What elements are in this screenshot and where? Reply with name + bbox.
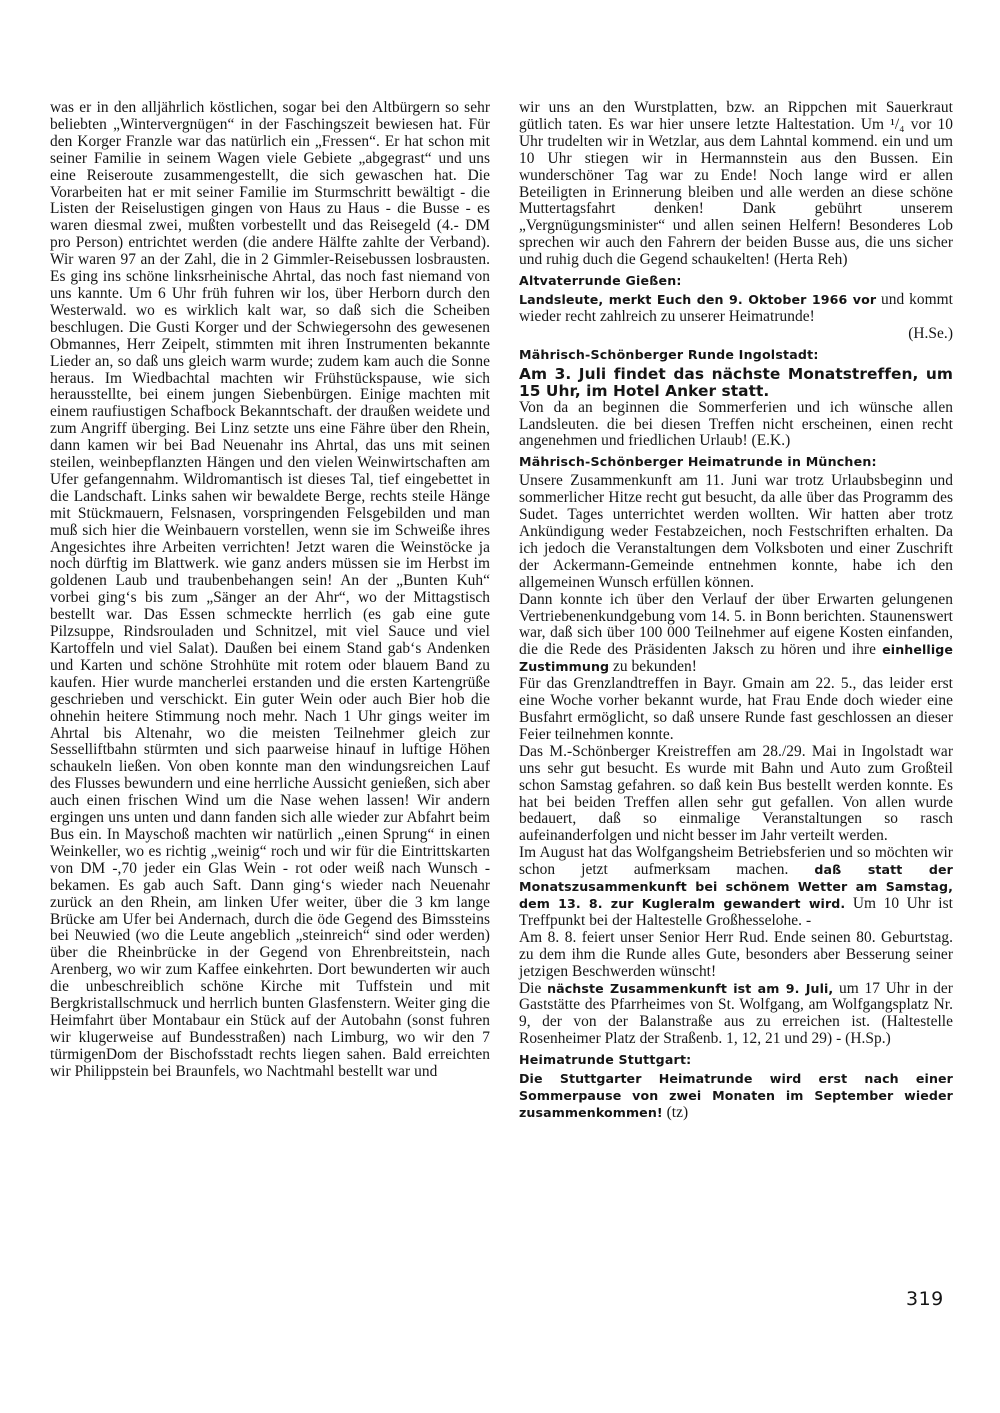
muenchen-paragraph-2-end: zu bekunden! [609,658,697,676]
section-heading-ingolstadt: Mährisch-Schönberger Runde Ingolstadt: [519,346,819,362]
muenchen-paragraph-5 [519,845,953,930]
left-column [50,100,490,1081]
muenchen-paragraph-3: Für das Grenzlandtreffen in Bayr. Gmain am 22. 5., das leider erst eine Woche vorher bekannt wurde, hat Frau Ende doch wieder eine Busfahrt ermöglicht, so daß unsere Runde fast geschlossen an dieser Feier teilnehmen konnte. [519,675,953,743]
section-heading-stuttgart: Heimatrunde Stuttgart: [519,1052,692,1068]
muenchen-paragraph-7-bold: nächste Zusammenkunft ist am 9. Juli, [547,980,834,996]
muenchen-paragraph-7 [519,981,953,1049]
muenchen-paragraph-1: Unsere Zusammenkunft am 11. Juni war trotz Urlaubsbeginn und sommerlicher Hitze recht gut besucht, da alle über das Programm des Sudet. Tages unterrichtet werden wollten. Wir hatten aber trotz Ankündigung weder Festabzeichen, noch Festschriften erhalten. Da ich jedoch die Veranstaltungen dem Volksboten und einer Zuschrift der Ackermann-Gemeinde entnehmen konnte, habe ich den allgemeinen Wunsch erfüllen können. [519,472,953,591]
ingolstadt-notice-bold: Am 3. Juli findet das nächste Monatstreffen, um 15 Uhr, im Hotel Anker statt. [519,364,953,400]
stuttgart-notice [519,1071,953,1122]
article-paragraph: was er in den alljährlich köstlichen, sogar bei den Altbürgern so sehr beliebten „Wintervergnügen“ in der Faschingszeit bewiesen hat. Für den Korger Franzle war das natürlich ein „Fressen“. Er hat schon mit seiner Familie in seinem Wagen viele Gebiete „abgegrast“ und uns eine Reiseroute zusammengestellt, die sich gewaschen hat. Die Vorarbeiten hat er mit seiner Familie im Sturmschritt bewältigt - die Listen der Reiselustigen gingen von Haus zu Haus - die Busse - es waren diesmal zwei, mußten vorbestellt und das Reisegeld (4.- DM pro Person) entrichtet werden (die andere Hälfte zahlte der Verband). Wir waren 97 an der Zahl, die in 2 Gimmler-Reisebussen losbrausten. Es ging ins schöne linksrheinische Ahrtal, das noch fast niemand von uns kannte. Um 6 Uhr früh fuhren wir los, über Herborn durch den Westerwald. wo es wirklich kalt war, so daß sich die Scheiben beschlugen. Die Gusti Korger und der Schwiegersohn des gewesenen Obmannes, Herr Zeipelt, stimmten mit ihren Instrumenten bekannte Lieder an, so daß uns gleich warm wurde; zudem kam auch die Sonne heraus. Im Wiedbachtal machten wir Frühstückspause, wie sich herausstellte, bei einem jungen Siebenbürgen. Einige machten mit einem raufiustigen Schafbock Bekanntschaft. der draußen weidete und zum Angriff überging. Bei Linz setzte uns eine Fähre über den Rhein, dann kamen wir bei Bad Neuenahr ins Ahrtal, das uns mit seinen steilen, weinbepflanzten Hängen und den vielen Weinwirtschaften am Ufer gefangennahm. Wildromantisch ist dieses Tal, tief eingebettet in die Landschaft. Links sahen wir bewaldete Berge, rechts steile Hänge mit Stückmauern, Felsnasen, vorspringenden Felsgebilden und man muß sich hier die Weinbauern vorstellen, wenn sie im Schweiße ihres Angesichtes ihre Arbeiten verrichten! Jetzt waren die Weinstöcke ja noch dürftig im Blattwerk. wie ganz anders müssen sie im Herbst im goldenen Laub und traubenbehangen sein! An der „Bunten Kuh“ vorbei ging‘s bis zum „Sänger an der Ahr“, wo der Mittagstisch bestellt war. Das Essen schmeckte herrlich (es gab eine gute Pilzsuppe, Rindsrouladen und Schnitzel, mit viel Sauce und viel Kartoffeln und viel Salat). Daußen bei einem Stand gab‘s Andenken und Karten und schöne Strohhüte mit rotem oder blauem Band zu kaufen. Hier wurde mancherlei erstanden und die ersten Kartengrüße geschrieben und verschickt. Ein guter Wein oder auch Bier hob die ohnehin heitere Stimmung noch mehr. Nach 1 Uhr gings weiter im Ahrtal bis Altenahr, wo die meisten Teilnehmer gleich zur Sesselliftbahn stürmten und sich paarweise hinauf in luftige Höhen schaukeln ließen. Von oben konnte man den windungsreichen Lauf des Flusses bewundern und eine herrliche Aussicht genießen, sich aber auch einen frischen Wind um die Nase wehen lassen! Wir andern ergingen uns unten und dann fanden sich alle wieder zur Abfahrt beim Bus ein. In Mayschoß machten wir natürlich „einen Sprung“ in einen Weinkeller, wo es richtig „weinig“ roch und wir für die Eintrittskarten von DM -,70 jeder ein Glas Wein - rot oder weiß nach Wunsch - bekamen. Es gab auch Saft. Dann ging‘s wieder nach Neuenahr zurück an den Rhein, am linken Ufer weiter, über die 3 km lange Brücke am Ufer bei Andernach, durch die öde Gegend des Bimssteins bei Neuwied (wo die Leute angeblich „steinreich“ sind oder werden) über die Rheinbrücke in der Gegend von Ehrenbreitstein, nach Arenberg, wo wir zum Kaffee einkehrten. Dort bewunderten wir auch die unbeschreiblich schöne Kirche mit Tuffstein und mit Bergkristallschmuck und herrlich bunten Glasfenstern. Weiter ging die Heimfahrt über Montabaur ein Stück auf der Autobahn (sonst fuhren wir klugerweise auf Bundesstraßen) nach Limburg, wo wir den 7 türmigenDom der Bischofsstadt rechts liegen sahen. Bald erreichten wir Philippstein bei Braunfels, wo Nachtmahl bestellt war und [50,99,490,1080]
muenchen-paragraph-2 [519,592,953,677]
muenchen-paragraph-4: Das M.-Schönberger Kreistreffen am 28./29. Mai in Ingolstadt war uns sehr gut besucht. Es wurde mit Bahn und Auto zum Großteil schon Samstag gefahren. so daß kein Bus bestellt werden konnte. Es hat bei beiden Treffen allen sehr gut gefallen. Von allen wurde bedauert, daß so einmalige Veranstaltungen so rasch aufeinanderfolgen und nicht besser im Jahr verteilt werden. [519,742,953,845]
ingolstadt-notice-text: Von da an beginnen die Sommerferien und ich wünsche allen Landsleuten. die bei diesen Treffen nicht erscheinen, einen recht angenehmen und friedlichen Urlaub! (E.K.) [519,398,953,450]
stuttgart-notice-bold: Die Stuttgarter Heimatrunde wird erst nach einer Sommerpause von zwei Monaten im September wieder zusammenkommen! [519,1071,953,1120]
giessen-notice-text: und kommt wieder recht zahlreich zu unserer Heimatrunde! [519,291,954,325]
article-paragraph-continued: wir uns an den Wurstplatten, bzw. an Rippchen mit Sauerkraut gütlich taten. Es war hier unsere letzte Haltestation. Um ¹/₄ vor 10 Uhr trudelten wir in Wetzlar, aus dem Lahntal kommend. ein und um 10 Uhr stiegen wir in Hermannstein aus den Bussen. Ein wunderschöner Tag war zu Ende! Noch lange wird er allen Beteiligten in Erinnerung bleiben und alle werden an diese schöne Muttertagsfahrt denken! Dank gebührt unserem „Vergnügungsminister“ und allen seinen Helfern! Besonderes Lob sprechen wir auch den Fahrern der beiden Busse aus, die uns sicher und ruhig duch die Gegend schaukelten! (Herta Reh) [519,99,953,269]
giessen-signature: (H.Se.) [908,324,953,342]
giessen-notice-bold: Landsleute, merkt Euch den 9. Oktober 1966 vor [519,292,877,308]
muenchen-paragraph-6: Am 8. 8. feiert unser Senior Herr Rud. Ende seinen 80. Geburtstag. zu dem ihm die Runde alles Gute, besonders aber Besserung seiner jetzigen Beschwerden wünscht! [519,928,953,980]
right-column [519,100,953,1122]
giessen-notice [519,292,953,343]
muenchen-paragraph-2-bold: einhellige Zustimmung [519,642,953,675]
muenchen-paragraph-5-end: Um 10 Uhr ist Treffpunkt bei der Haltestelle Großhesselohe. - [519,894,953,929]
muenchen-paragraph-7-text: Die [519,979,548,997]
section-heading-muenchen: Mährisch-Schönberger Heimatrunde in München: [519,454,877,470]
muenchen-paragraph-2-text: Dann konnte ich über den Verlauf der über Erwarten gelungenen Vertriebenenkundgebung vom 14. 5. in Bonn berichten. Staunenswert war, daß sich über 100 000 Teilnehmer auf eigene Kosten einfanden, die die Rede des Präsidenten Jaksch zu hören und ihre [519,590,953,659]
muenchen-paragraph-5-bold: daß statt der Monatszusammenkunft bei schönem Wetter am Samstag, dem 13. 8. zur Kugleralm gewandert wird. [519,862,953,911]
muenchen-paragraph-7-end: um 17 Uhr in der Gaststätte des Pfarrheimes von St. Wolfgang, am Wolfgangsplatz Nr. 9, der von der Balanstraße aus zu erreichen ist. (Haltestelle Rosenheimer Platz der Straßenb. 1, 12, 21 und 29) - (H.Sp.) [519,979,953,1048]
stuttgart-notice-sign: (tz) [662,1103,689,1121]
muenchen-paragraph-5-text: Im August hat das Wolfgangsheim Betriebsferien und so möchten wir schon jetzt aufmerksam machen. [519,844,953,879]
page-number: 319 [906,1288,944,1310]
section-heading-giessen: Altvaterrunde Gießen: [519,273,682,289]
